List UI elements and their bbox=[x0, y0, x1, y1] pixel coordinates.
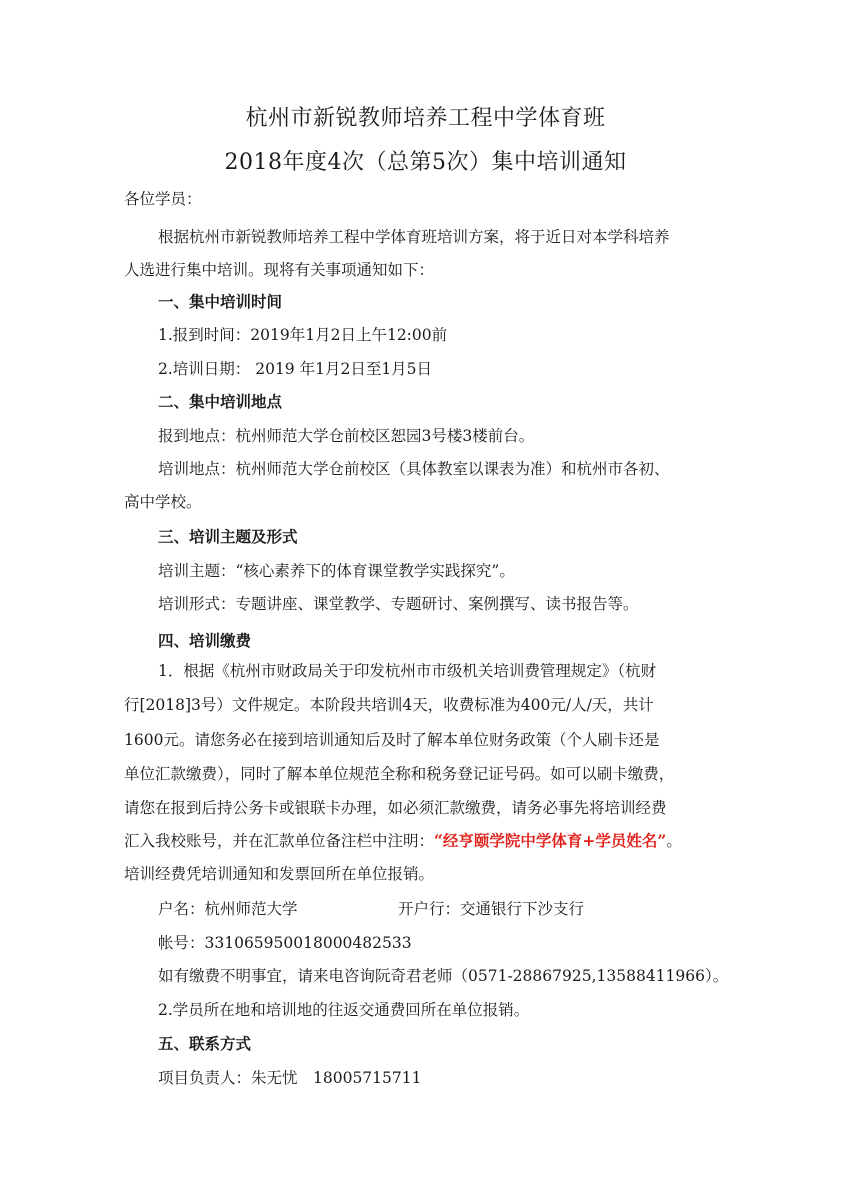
fee-paragraph-line-3: 1600元。请您务必在接到培训通知后及时了解本单位财务政策（个人刷卡还是 bbox=[124, 731, 660, 749]
account-number: 帐号：331065950018000482533 bbox=[158, 934, 412, 952]
fee-paragraph-line-2: 行[2018]3号）文件规定。本阶段共培训4天，收费标准为400元/人/天，共计 bbox=[124, 696, 654, 714]
training-dates: 2.培训日期： 2019 年1月2日至1月5日 bbox=[158, 360, 433, 378]
bank-branch: 开户行：交通银行下沙支行 bbox=[398, 900, 585, 918]
travel-reimbursement: 2.学员所在地和培训地的往返交通费回所在单位报销。 bbox=[158, 1001, 530, 1019]
section4-heading: 四、培训缴费 bbox=[158, 631, 252, 650]
training-venue-line-2: 高中学校。 bbox=[124, 493, 202, 511]
account-name: 户名：杭州师范大学 bbox=[158, 900, 298, 918]
intro-line-2: 人选进行集中培训。现将有关事项通知如下： bbox=[124, 261, 435, 279]
training-theme: 培训主题：“核心素养下的体育课堂教学实践探究”。 bbox=[158, 562, 515, 580]
section3-heading: 三、培训主题及形式 bbox=[158, 527, 298, 546]
greeting: 各位学员： bbox=[124, 190, 202, 208]
fee-paragraph-line-1: 1．根据《杭州市财政局关于印发杭州市市级机关培训费管理规定》（杭财 bbox=[158, 662, 657, 680]
training-venue-line-1: 培训地点：杭州师范大学仓前校区（具体教室以课表为准）和杭州市各初、 bbox=[158, 460, 670, 478]
remit-instruction: 汇入我校账号，并在汇款单位备注栏中注明： bbox=[124, 832, 435, 850]
fee-inquiry: 如有缴费不明事宜，请来电咨询阮奇君老师（0571-28867925,13588411966）。 bbox=[158, 967, 729, 985]
checkin-location: 报到地点：杭州师范大学仓前校区恕园3号楼3楼前台。 bbox=[158, 427, 535, 445]
checkin-time: 1.报到时间：2019年1月2日上午12:00前 bbox=[158, 326, 448, 344]
training-format: 培训形式：专题讲座、课堂教学、专题研讨、案例撰写、读书报告等。 bbox=[158, 595, 639, 613]
section2-heading: 二、集中培训地点 bbox=[158, 392, 283, 411]
fee-paragraph-line-6 bbox=[124, 831, 682, 851]
document-title-line1: 杭州市新锐教师培养工程中学体育班 bbox=[245, 106, 606, 131]
section5-heading: 五、联系方式 bbox=[158, 1034, 252, 1053]
fee-paragraph-line-7: 培训经费凭培训通知和发票回所在单位报销。 bbox=[124, 865, 435, 883]
intro-line-1: 根据杭州市新锐教师培养工程中学体育班培训方案，将于近日对本学科培养 bbox=[158, 228, 670, 246]
remark-period: 。 bbox=[666, 832, 682, 850]
section1-heading: 一、集中培训时间 bbox=[158, 292, 283, 311]
remark-highlight: “经亨颐学院中学体育+学员姓名” bbox=[434, 831, 667, 850]
project-contact: 项目负责人：朱无忧 18005715711 bbox=[158, 1069, 422, 1087]
fee-paragraph-line-5: 请您在报到后持公务卡或银联卡办理，如必须汇款缴费，请务必事先将培训经费 bbox=[124, 799, 667, 817]
fee-paragraph-line-4: 单位汇款缴费），同时了解本单位规范全称和税务登记证号码。如可以刷卡缴费， bbox=[124, 765, 675, 783]
document-title-line2: 2018年度4次（总第5次）集中培训通知 bbox=[224, 150, 627, 175]
